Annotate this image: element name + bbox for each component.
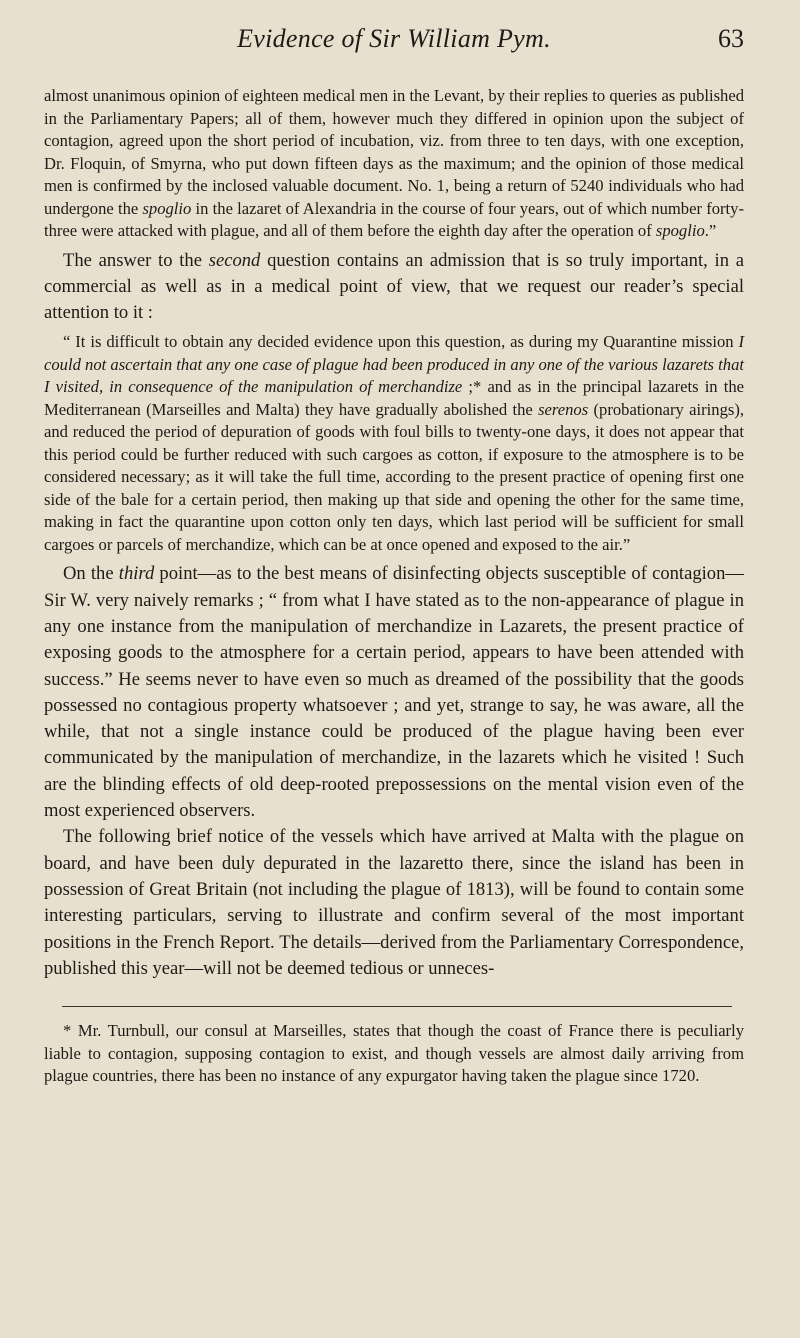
running-head: Evidence of Sir William Pym.: [237, 24, 551, 53]
quote1-italic-spoglio: spoglio: [142, 198, 192, 218]
paragraph-second-question: [44, 248, 744, 327]
second-pre: The answer to the: [63, 249, 209, 271]
third-italic: third: [118, 563, 155, 585]
quote1-text: almost unanimous opinion of eighteen medical men in the Levant, by their replies to queries as published in the Parliamentary Papers; all of them, however much they differed in opinion upon the subject of contagion, agreed upon the short period of incubation, viz. from three to ten days, with one exception, Dr. Floquin, of Smyrna, who put down fifteen days as the maximum; and the opinion of those medical men is confirmed by the inclosed valuable document. No. 1, being a return of 5240 individuals who had undergone the: [44, 86, 744, 218]
quote2-mid: and as in the principal lazarets in the Mediterranean (Marseilles and Malta) they have gradually abolished the: [44, 377, 744, 419]
quote1-mid: in the lazaret of Alexandria in the course of four years, out of which number forty-three were attacked with plague, and all of them before the eighth day after the operation of: [44, 198, 744, 240]
second-italic: second: [208, 249, 261, 271]
paragraph-third-point: [44, 561, 744, 824]
third-post: point—as to the best means of disinfecting objects susceptible of contagion—Sir W. very naively remarks ; “ from what I have stated as to the non-appearance of plague in any one instance from the manipulation of merchandize in Lazarets, the present practice of exposing goods to the atmosphere for a certain period, appears to have been attended with success.” He seems never to have even so much as dreamed of the possibility that the goods possessed no contagious property whatsoever ; and yet, strange to say, he was aware, all the while, that not a single instance could be produced of the plague having been ever communicated by the manipulation of merchandize, in the lazarets which he visited ! Such are the blinding effects of old deep-rooted prepossessions on the mental vision even of the most experienced observers.: [44, 563, 744, 822]
quote1-italic-spoglio-2: spoglio: [655, 221, 705, 240]
quote2-italic-serenos: serenos: [538, 399, 589, 419]
page-body: [44, 85, 744, 1088]
quote-paragraph-quarantine: [44, 331, 744, 556]
quote2-pre: “ It is difficult to obtain any decided evidence upon this question, as during my Quarantine mission: [63, 332, 739, 352]
paragraph-following-notice: The following brief notice of the vessels which have arrived at Malta with the plague on board, and have been duly depurated in the lazaretto there, since the island has been in possession of Great Britain (not including the plague of 1813), will be found to contain some interesting particulars, serving to illustrate and confirm several of the most important positions in the French Report. The details—derived from the Parliamentary Correspondence, published this year—will not be deemed tedious or unneces-: [44, 826, 744, 979]
second-post: question contains an admission that is so truly important, in a commercial as well as in a medical point of view, that we request our reader’s special attention to it :: [44, 249, 744, 324]
quote1-end: .”: [704, 221, 717, 240]
footnote-divider: [62, 1006, 732, 1007]
quote2-post: (probationary airings), and reduced the period of depuration of goods with foul bills to twenty-one days, it does not appear that this period could be further reduced with such cargoes as cotton, if exposure to the atmosphere is to be considered necessary; as it will take the full time, according to the present practice of opening first one side of the bale for a certain period, then making up that side and opening the other for the same time, making in fact the quarantine upon cotton only ten days, which last period will be sufficient for small cargoes or parcels of merchandize, which can be at once opened and exposed to the air.”: [44, 399, 744, 554]
quote2-footnote-mark: ;*: [462, 377, 488, 397]
third-pre: On the: [63, 563, 119, 585]
quote-paragraph-incubation: [44, 85, 744, 243]
footnote: * Mr. Turnbull, our consul at Marseilles, states that though the coast of France there is peculiarly liable to contagion, supposing contagion to exist, and though vessels are almost daily arriving from plague countries, there has been no instance of any expurgator having taken the plague since 1720.: [44, 1021, 744, 1086]
page-header: [44, 24, 744, 64]
page-number: 63: [718, 24, 744, 53]
quote2-italic: I could not ascertain that any one case of plague had been produced in any one of the various lazarets that I visited, in consequence of the manipulation of merchandize: [44, 332, 744, 397]
